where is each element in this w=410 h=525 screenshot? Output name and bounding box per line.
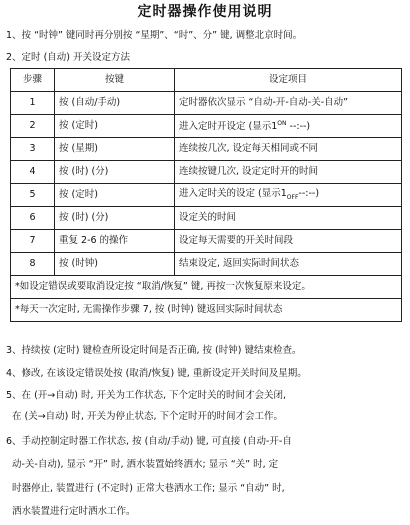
table-row [11, 207, 402, 230]
row-item-tail: --:--) [298, 188, 320, 200]
row-item: 定时器依次显示 “自动-开-自动-关-自动” [175, 92, 402, 115]
table-note-2: *每天一次定时, 无需操作步骤 7, 按 (时钟) 键返回实际时间状态 [11, 299, 402, 322]
row-item-text: 进入定时开设定 (显示1 [179, 120, 278, 132]
row-step: 4 [11, 161, 55, 184]
row-step: 6 [11, 207, 55, 230]
off-subscript: OFF [286, 194, 299, 202]
row-key: 按 (时) (分) [55, 207, 175, 230]
instruction-4: 4、修改, 在该设定错误处按 (取消/恢复) 键, 重新设定开关时间及星期。 [6, 368, 307, 379]
row-key: 按 (时钟) [55, 253, 175, 276]
row-item: 结束设定, 返回实际时间状态 [175, 253, 402, 276]
instruction-6a: 6、手动控制定时器工作状态, 按 (自动/手动) 键, 可直接 (自动-开-自 [6, 436, 292, 447]
row-step: 8 [11, 253, 55, 276]
instruction-3: 3、持续按 (定时) 键检查所设定时间是否正确, 按 (时钟) 键结束检查。 [6, 345, 302, 356]
table-row [11, 138, 402, 161]
table-row [11, 184, 402, 207]
row-item: 连续按几次, 设定每天相同或不同 [175, 138, 402, 161]
table-row [11, 92, 402, 115]
row-step: 3 [11, 138, 55, 161]
table-row [11, 230, 402, 253]
document-title: 定时器操作使用说明 [137, 4, 273, 20]
table-row [11, 115, 402, 138]
on-superscript: ON [277, 119, 287, 127]
instruction-1: 1、按 “时钟” 键同时再分别按 “星期”、“时”、分” 键, 调整北京时间。 [6, 30, 303, 41]
instruction-5b: 在 (关→自动) 时, 开关为停止状态, 下个定时开的时间才会工作。 [12, 411, 283, 422]
instruction-6b: 动-关-自动), 显示 “开” 时, 洒水装置始终洒水; 显示 “关” 时, 定 [12, 459, 279, 470]
row-item-tail: --:--) [286, 120, 311, 132]
settings-table [10, 68, 402, 322]
row-step: 2 [11, 115, 55, 138]
row-key: 按 (定时) [55, 115, 175, 138]
row-item: 设定每天需要的开关时间段 [175, 230, 402, 253]
table-row [11, 253, 402, 276]
table-note-row [11, 276, 402, 299]
row-item [175, 115, 402, 138]
row-item-text: 进入定时关的设定 (显示1 [179, 188, 287, 200]
header-step: 步骤 [11, 69, 55, 92]
row-step: 1 [11, 92, 55, 115]
row-key: 重复 2-6 的操作 [55, 230, 175, 253]
table-header-row [11, 69, 402, 92]
row-key: 按 (定时) [55, 184, 175, 207]
instruction-6c: 时器停止, 装置进行 (不定时) 正常大巷洒水工作; 显示 “自动” 时, [12, 483, 285, 494]
row-key: 按 (星期) [55, 138, 175, 161]
row-step: 5 [11, 184, 55, 207]
instruction-6d: 洒水装置进行定时洒水工作。 [12, 506, 136, 517]
instruction-2: 2、定时 (自动) 开关设定方法 [6, 52, 130, 63]
header-item: 设定项目 [175, 69, 402, 92]
table-note-1: *如设定错误或要取消设定按 “取消/恢复” 键, 再按一次恢复原来设定。 [11, 276, 402, 299]
row-item: 连续按键几次, 设定定时开的时间 [175, 161, 402, 184]
instruction-5a: 5、在 (开→自动) 时, 开关为工作状态, 下个定时关的时间才会关闭, [6, 390, 287, 401]
row-key: 按 (自动/手动) [55, 92, 175, 115]
row-key: 按 (时) (分) [55, 161, 175, 184]
table-row [11, 161, 402, 184]
row-item [175, 184, 402, 207]
table-note-row [11, 299, 402, 322]
header-key: 按键 [55, 69, 175, 92]
row-item: 设定关的时间 [175, 207, 402, 230]
row-step: 7 [11, 230, 55, 253]
